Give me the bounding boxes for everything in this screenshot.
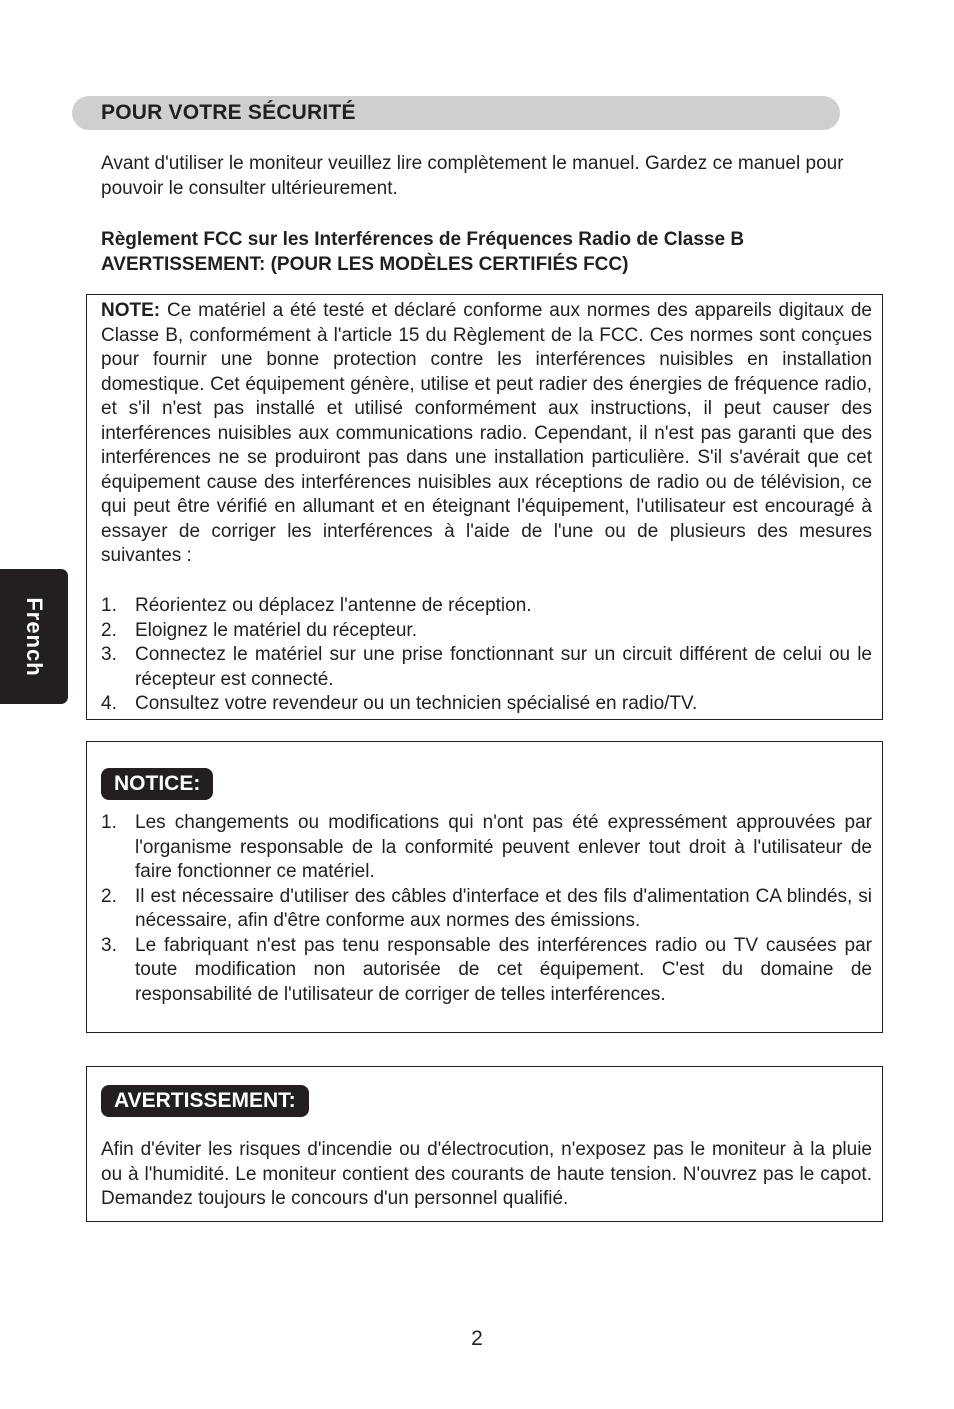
language-side-tab — [0, 569, 68, 704]
warning-label-badge: AVERTISSEMENT: — [101, 1085, 309, 1117]
note-label: NOTE: — [101, 300, 161, 321]
list-item: 2. Eloignez le matériel du récepteur. — [101, 619, 417, 641]
note-text: Ce matériel a été testé et déclaré conforme aux normes des appareils digitaux de Classe B, conformément à l'article 15 du Règlement de la FCC. Ces normes sont conçues pour fournir une bonne protection contre les interférences nuisibles en installation domestique. Cet équipement génère, utilise et peut radier des énergies de fréquence radio, et s'il n'est pas installé et utilisé conformément aux instructions, il peut causer des interférences nuisibles aux communications radio. Cependant, il n'est pas garanti que des interférences ne se produiront pas dans une installation particulière. S'il s'avérait que cet équipement cause des interférences nuisibles aux réceptions de radio ou de télévision, ce qui peut être vérifié en allumant et en éteignant l'équipement, l'utilisateur est encouragé à essayer de corriger les interférences à l'aide de l'une ou de plusieurs des mesures suivantes : — [101, 300, 872, 566]
notice-list — [101, 811, 872, 1007]
note-paragraph — [101, 299, 872, 569]
section-header-bar — [72, 96, 840, 130]
intro-paragraph: Avant d'utiliser le moniteur veuillez lire complètement le manuel. Gardez ce manuel pour pouvoir le consulter ultérieurement. — [101, 153, 844, 199]
language-label: French — [22, 596, 47, 677]
list-item: 1. Réorientez ou déplacez l'antenne de réception. — [101, 595, 532, 616]
list-item: 3. Connectez le matériel sur une prise fonctionnant sur un circuit différent de celui ou le récepteur est connecté. — [101, 644, 872, 690]
notice-label-badge: NOTICE: — [101, 768, 213, 800]
warning-box — [86, 1066, 883, 1222]
list-item: 3. Le fabriquant n'est pas tenu responsable des interférences radio ou TV causées par toute modification non autorisée de cet équipement. C'est du domaine de responsabilité de l'utilisateur de corriger de telles interférences. — [101, 934, 872, 1005]
fcc-heading-line2: AVERTISSEMENT: (POUR LES MODÈLES CERTIFIÉS FCC) — [101, 253, 629, 275]
fcc-heading-line1: Règlement FCC sur les Interférences de Fréquences Radio de Classe B — [101, 229, 745, 250]
notice-box — [86, 741, 883, 1033]
page-number: 2 — [471, 1327, 483, 1350]
note-box — [86, 294, 883, 720]
warning-paragraph: Afin d'éviter les risques d'incendie ou d'électrocution, n'exposez pas le moniteur à la pluie ou à l'humidité. Le moniteur contient des courants de haute tension. N'ouvrez pas le capot. Demandez toujours le concours d'un personnel qualifié. — [101, 1139, 872, 1209]
note-measures-list — [101, 594, 872, 717]
list-item: 4. Consultez votre revendeur ou un technicien spécialisé en radio/TV. — [101, 693, 698, 714]
section-title: POUR VOTRE SÉCURITÉ — [101, 101, 356, 124]
list-item: 2. Il est nécessaire d'utiliser des câbles d'interface et des fils d'alimentation CA blindés, si nécessaire, afin d'être conforme aux normes des émissions. — [101, 885, 872, 931]
list-item: 1. Les changements ou modifications qui n'ont pas été expressément approuvées par l'organisme responsable de la conformité peuvent enlever tout droit à l'utilisateur de faire fonctionner ce matériel. — [101, 812, 872, 882]
fcc-heading — [101, 228, 881, 277]
